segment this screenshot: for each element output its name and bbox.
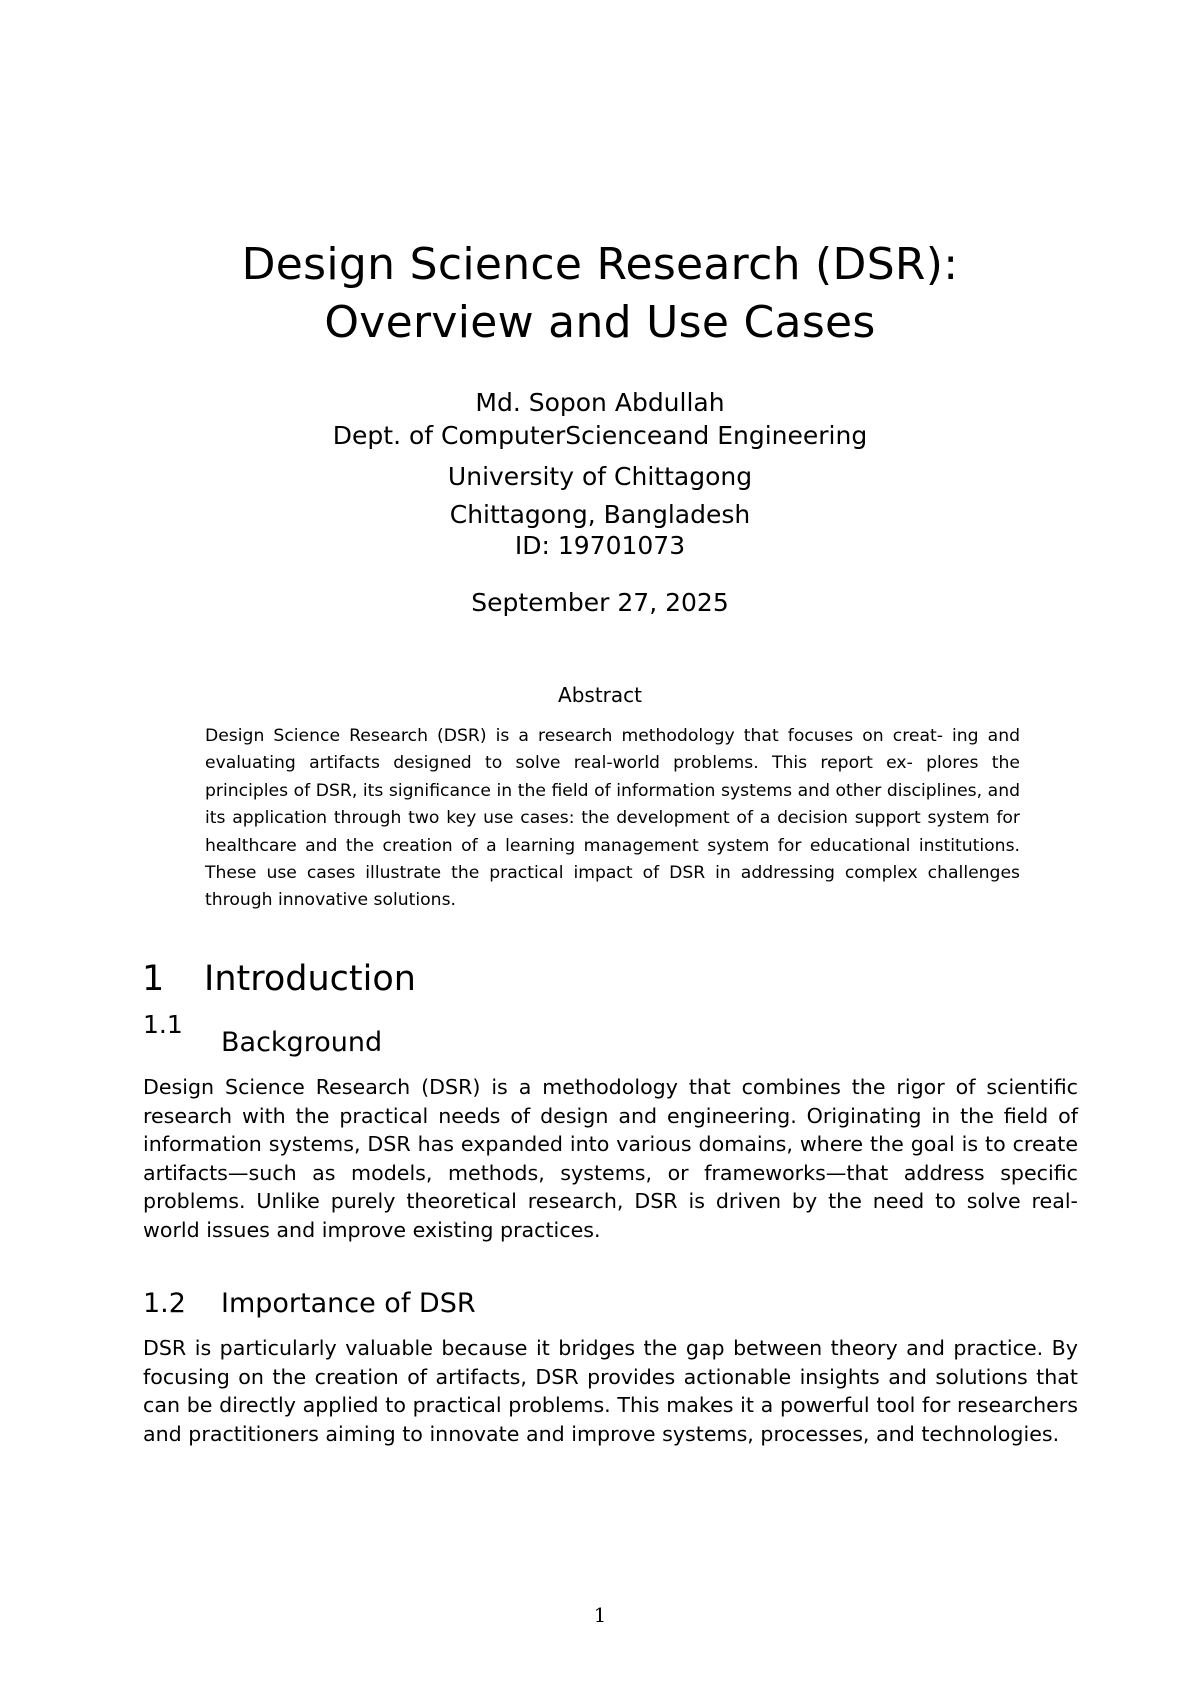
- paper-title: [100, 236, 1100, 352]
- author-dept: Dept. of ComputerScienceand Engineering: [332, 421, 868, 450]
- title-line-2: Overview and Use Cases: [324, 297, 876, 348]
- subsection-number-importance: 1.2: [143, 1288, 186, 1319]
- author-name: Md. Sopon Abdullah: [475, 388, 725, 417]
- subsection-heading-importance: [143, 1287, 476, 1321]
- author-university: University of Chittagong: [447, 462, 753, 491]
- paper-date: September 27, 2025: [471, 588, 729, 617]
- abstract-heading: Abstract: [558, 683, 642, 707]
- page-number: 1: [593, 1603, 607, 1627]
- section-number: 1: [142, 959, 165, 999]
- subsection-title-background: Background: [221, 1027, 383, 1058]
- importance-paragraph: DSR is particularly valuable because it bridges the gap between theory and practice. By focusing on the creation of artifacts, DSR provides actionable insights and solutions that can be directly applied to practical problems. This makes it a powerful tool for researchers and practitioners aiming to innovate and improve systems, processes, and technologies.: [143, 1336, 1078, 1446]
- subsection-title-importance: Importance of DSR: [221, 1288, 476, 1319]
- author-id: ID: 19701073: [514, 531, 686, 560]
- background-paragraph: Design Science Research (DSR) is a methodology that combines the rigor of scientific research with the practical needs of design and engineering. Originating in the field of information systems, DSR has expanded into various domains, where the goal is to create artifacts—such as models, methods, systems, or frameworks—that address specific problems. Unlike purely theoretical research, DSR is driven by the need to solve real- world issues and improve existing practices.: [143, 1075, 1078, 1242]
- subsection-number-background: 1.1: [143, 1010, 183, 1039]
- title-line-1: Design Science Research (DSR):: [241, 239, 959, 290]
- author-location: Chittagong, Bangladesh: [449, 500, 751, 529]
- abstract-text: Design Science Research (DSR) is a research methodology that focuses on creat- ing and evaluating artifacts designed to solve real-world problems. This report ex- plores the principles of DSR, its significance in the field of information systems and other disciplines, and its application through two key use cases: the development of a decision support system for healthcare and the creation of a learning management system for educational institutions. These use cases illustrate the practical impact of DSR in addressing complex challenges through innovative solutions.: [205, 726, 1020, 911]
- section-heading-introduction: [142, 957, 416, 1001]
- section-title: Introduction: [204, 959, 416, 999]
